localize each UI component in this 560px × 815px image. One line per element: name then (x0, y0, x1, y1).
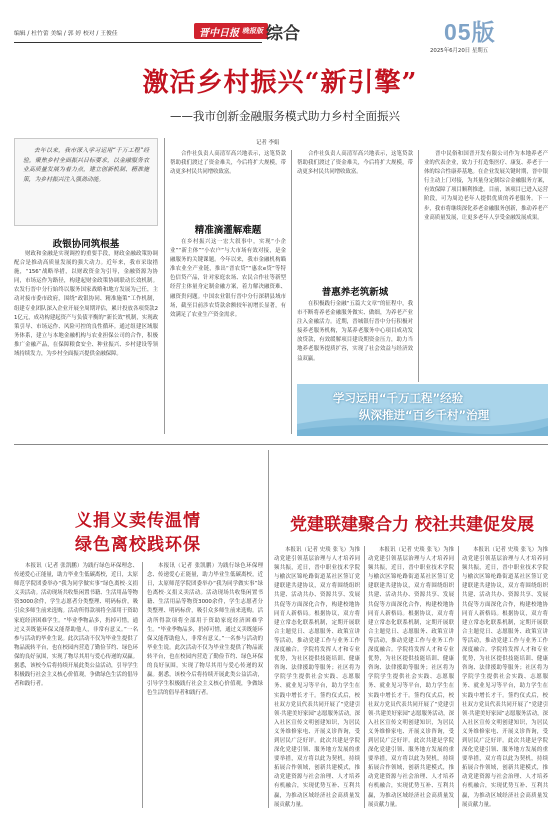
left-story-title-2: 绿色离校践环保 (75, 535, 201, 555)
right-story-title: 党建联建聚合力 校社共建促发展 (290, 515, 534, 535)
section-name: 综合 (266, 24, 300, 44)
masthead-sub: 晚报版 (242, 26, 263, 35)
header-bar (0, 0, 560, 54)
section-heading-policy: 政银协同筑根基 (52, 239, 120, 250)
theme-banner (297, 384, 548, 436)
column2-top-text: 合作社负责人高清军高兴地表示，这笔贷款帮助我们渡过了资金难关，今后将扩大规模，带动更多村民共同增收致富。 (170, 151, 286, 176)
column-rule (364, 546, 365, 808)
lead-byline: 记者 李娟 (256, 140, 280, 146)
section-heading-precision: 精准滴灌解难题 (194, 225, 262, 236)
story-separator (14, 444, 548, 445)
masthead-name: 晋中日报 (199, 27, 239, 39)
column-rule (268, 450, 269, 808)
column-rule (291, 150, 292, 434)
section-body-policy: 财政和金融是实现调控的重要手段，财政金融政策协调配合是推动高质量发展的强大动力。近年来，我市采取措施，“156”战略举措，以财政资金为引导，金融资源为协同，市场运作为路径，构建起财金政策协调联动长效机制。农发行晋中分行始终以服务国家战略和地方发展为己任，主动对接市委市政府，围绕“政银协同、精准施策”工作机制，组建专业团队深入企业开展全周期评估，累计投放各项贷款21亿元，成功构建起资产与负债平衡的“新长效”机制，实现政策引导、市场运作、风险可控的良性循环。通过组建区域服务体系，建立与本地金融机构与农业担保公司的合作，积极推广金融产品，在保障粮食安全、种业振兴、乡村建设等领域持续发力，为乡村全面振兴提供金融保障。 (14, 251, 158, 358)
column-rule (458, 546, 459, 808)
section-heading-elderly: 普惠养老筑新城 (321, 287, 389, 298)
left-story-title-1: 义捐义卖传温情 (75, 511, 201, 531)
right-story-body-col2: 本报讯（记者 史琰 张飞）为推动党建引领基层治理与人才培养同频共振，近日，晋中职业技术学院与榆次区锦纶路街道某社区签订党建联建共建协议，双方将围绕组织共建、活动共办、资源共享、发展共促等方面深化合作，构建校地协同育人新格局。根据协议，双方将建立常态化联系机制，定期开展联合主题党日、志愿服务、政策宣讲等活动，推动党建工作与业务工作深度融合。学院将发挥人才和专业优势，为社区提供技能培训、健康咨询、法律援助等服务；社区将为学院学生提供社会实践、志愿服务、就业见习等平台，助力学生在实践中增长才干。签约仪式后，校社双方党员代表共同开展了“党建引领·共建美好家园”志愿服务活动，深入社区宣传文明创建知识，为居民义务维修家电、开展义诊咨询，受到居民广泛好评。此次共建是学院深化党建引领、服务地方发展的重要举措，双方将以此为契机，持续拓展合作领域，创新共建模式，推动党建资源与社会治理、人才培养有机融合，实现优势互补、互利共赢，为推动区域经济社会高质量发展贡献力量。 (368, 547, 454, 808)
publish-date: 2025年6月20日 星期五 (430, 48, 489, 54)
column-rule (418, 150, 419, 382)
column3-top-text: 合作社负责人高清军高兴地表示，这笔贷款帮助我们渡过了资金难关，今后将扩大规模，带动更多村民共同增收致富。 (297, 151, 413, 176)
intro-box (14, 138, 158, 226)
column-rule (164, 138, 165, 434)
lead-subtitle: ——我市创新金融服务模式助力乡村全面振兴 (170, 109, 400, 123)
section-body-precision: 在乡村振兴这一宏大叙事中，实现“小企业”“新主体”“小农户”与大市场有效对接，是金融服务的关键课题。今年以来，我市金融机构瞄准农业全产业链，推出“晋农贷”“惠农e贷”等特色信贷产品，针对家庭农场、农民合作社等新型经营主体量身定制金融方案，着力解决融资难、融资贵问题。中国农业银行晋中分行深耕县域市场，截至目前涉农贷款余额较年初增长显著，有效满足了农业生产资金需求。 (170, 239, 286, 318)
editors-credit: 编辑 / 杜竹蕾 美编 / 郭 婷 校对 / 王俊佳 (14, 31, 118, 37)
right-story-body-col1: 本报讯（记者 史琰 张飞）为推动党建引领基层治理与人才培养同频共振，近日，晋中职业技术学院与榆次区锦纶路街道某社区签订党建联建共建协议，双方将围绕组织共建、活动共办、资源共享、发展共促等方面深化合作，构建校地协同育人新格局。根据协议，双方将建立常态化联系机制，定期开展联合主题党日、志愿服务、政策宣讲等活动，推动党建工作与业务工作深度融合。学院将发挥人才和专业优势，为社区提供技能培训、健康咨询、法律援助等服务；社区将为学院学生提供社会实践、志愿服务、就业见习等平台，助力学生在实践中增长才干。签约仪式后，校社双方党员代表共同开展了“党建引领·共建美好家园”志愿服务活动，深入社区宣传文明创建知识，为居民义务维修家电、开展义诊咨询，受到居民广泛好评。此次共建是学院深化党建引领、服务地方发展的重要举措，双方将以此为契机，持续拓展合作领域，创新共建模式，推动党建资源与社会治理、人才培养有机融合，实现优势互补、互利共赢，为推动区域经济社会高质量发展贡献力量。 (274, 547, 360, 808)
left-story-body-col1: 本报讯（记者 张凯鹏）为践行绿色环保理念、传递爱心正能量，助力毕业生低碳离校，近日，太原师范学院团委举办“我为同学做实事”绿色离校·义捐义卖活动。活动现场共收集闲置书籍、生活用品等物资3000余件，学生志愿者分类整理、明码标价，吸引众多师生前来选购。活动所得款项将全部用于资助家庭经济困难学生。“毕业季物品多，扔掉可惜，通过义卖既能环保又能帮助他人，非常有意义。”一名参与活动的毕业生说。此次活动不仅为毕业生提供了物品流转平台，也在校园内营造了勤俭节约、绿色环保的良好氛围，实现了物尽其用与爱心传递的双赢。据悉，该校今后将持续开展此类公益活动，引导学生积极践行社会主义核心价值观，争做绿色生活的倡导者和践行者。 (14, 563, 138, 688)
column4-text: 晋中民俗和国晋开发有限公司作为本地养老产业的代表企业，致力于打造集医疗、康复、养老于一体的综合性康养基地。在企业发展关键时期，晋中银行主动上门对接，为其量身定制综合金融服务方案，有效保障了项目顺利推进。目前，该项目已进入运营阶段，可为周边老年人提供优质的养老服务。下一步，我市将继续深化养老金融服务创新，推动养老产业高质量发展，让更多老年人享受金融发展成果。 (424, 151, 548, 221)
intro-text: 去年以来，我市深入学习运用“千万工程”经验，聚焦乡村全面振兴目标要求，以金融服务农业高质量发展为着力点，建立创新机制、精准施策，为乡村振兴注入强劲动能。 (23, 148, 149, 183)
banner-line-1: 学习运用“千万工程”经验 (333, 391, 464, 405)
section-body-elderly: 在积极践行金融“五篇大文章”的征程中，我市不断将养老金融服务做实、做细，为养老产业注入金融活力。近期，晋城银行晋中分行积极对接养老服务机构，为某养老服务中心项目成功发放贷款，有效缓解项目建设期资金压力，助力当地养老服务提质扩容，实现了社会效益与经济效益双赢。 (297, 301, 413, 362)
column-rule (142, 562, 143, 808)
banner-line-2: 纵深推进“百乡千村”治理 (359, 408, 490, 422)
lead-title: 激活乡村振兴“新引擎” (142, 68, 418, 98)
left-story-body-col2: 本报讯（记者 张凯鹏）为践行绿色环保理念、传递爱心正能量，助力毕业生低碳离校，近日，太原师范学院团委举办“我为同学做实事”绿色离校·义捐义卖活动。活动现场共收集闲置书籍、生活用品等物资3000余件，学生志愿者分类整理、明码标价，吸引众多师生前来选购。活动所得款项将全部用于资助家庭经济困难学生。“毕业季物品多，扔掉可惜，通过义卖既能环保又能帮助他人，非常有意义。”一名参与活动的毕业生说。此次活动不仅为毕业生提供了物品流转平台，也在校园内营造了勤俭节约、绿色环保的良好氛围，实现了物尽其用与爱心传递的双赢。据悉，该校今后将持续开展此类公益活动，引导学生积极践行社会主义核心价值观，争做绿色生活的倡导者和践行者。 (147, 563, 263, 697)
masthead-logo (194, 23, 268, 39)
right-story-body-col3: 本报讯（记者 史琰 张飞）为推动党建引领基层治理与人才培养同频共振，近日，晋中职业技术学院与榆次区锦纶路街道某社区签订党建联建共建协议，双方将围绕组织共建、活动共办、资源共享、发展共促等方面深化合作，构建校地协同育人新格局。根据协议，双方将建立常态化联系机制，定期开展联合主题党日、志愿服务、政策宣讲等活动，推动党建工作与业务工作深度融合。学院将发挥人才和专业优势，为社区提供技能培训、健康咨询、法律援助等服务；社区将为学院学生提供社会实践、志愿服务、就业见习等平台，助力学生在实践中增长才干。签约仪式后，校社双方党员代表共同开展了“党建引领·共建美好家园”志愿服务活动，深入社区宣传文明创建知识，为居民义务维修家电、开展义诊咨询，受到居民广泛好评。此次共建是学院深化党建引领、服务地方发展的重要举措，双方将以此为契机，持续拓展合作领域，创新共建模式，推动党建资源与社会治理、人才培养有机融合，实现优势互补、互利共赢，为推动区域经济社会高质量发展贡献力量。 (462, 547, 548, 808)
header-divider (14, 42, 262, 43)
page-number: 05版 (444, 19, 496, 45)
